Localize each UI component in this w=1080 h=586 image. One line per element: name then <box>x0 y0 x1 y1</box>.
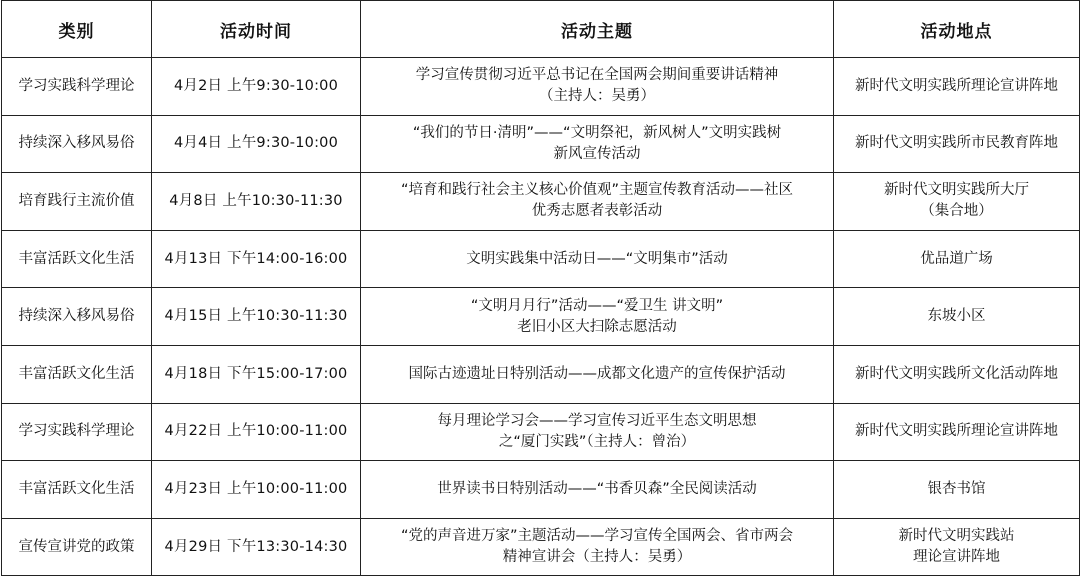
cell-location <box>834 403 1080 461</box>
cell-theme <box>361 518 834 576</box>
location-line: 新时代文明实践所理论宣讲阵地 <box>855 423 1058 440</box>
cell-category: 培育践行主流价值 <box>2 173 152 231</box>
cell-category: 宣传宣讲党的政策 <box>2 518 152 576</box>
theme-line: 学习宣传贯彻习近平总书记在全国两会期间重要讲话精神 <box>415 67 779 84</box>
table-row <box>2 115 1080 173</box>
cell-location <box>834 345 1080 403</box>
table-row <box>2 288 1080 346</box>
theme-line: 精神宣讲会（主持人：吴勇） <box>502 549 692 566</box>
cell-theme <box>361 345 834 403</box>
theme-line: 新风宣传活动 <box>553 145 641 162</box>
header-category: 类别 <box>2 1 152 58</box>
cell-location <box>834 58 1080 116</box>
theme-line: 每月理论学习会——学习宣传习近平生态文明思想 <box>437 412 757 429</box>
header-location: 活动地点 <box>834 1 1080 58</box>
location-line: 优品道广场 <box>920 250 993 267</box>
location-line: 新时代文明实践所理论宣讲阵地 <box>855 77 1058 94</box>
cell-location <box>834 288 1080 346</box>
cell-theme <box>361 173 834 231</box>
location-line: 东坡小区 <box>927 308 986 325</box>
theme-line: （主持人：吴勇） <box>539 88 655 105</box>
theme-line: “我们的节日·清明”——“文明祭祀，新风树人”文明实践树 <box>412 124 782 141</box>
table-row <box>2 345 1080 403</box>
theme-line: 世界读书日特别活动——“书香贝森”全民阅读活动 <box>437 480 757 497</box>
cell-time: 4月22日 上午10:00-11:00 <box>152 403 361 461</box>
cell-theme <box>361 288 834 346</box>
location-line: 新时代文明实践所文化活动阵地 <box>855 365 1058 382</box>
location-line: 新时代文明实践站 <box>898 528 1015 545</box>
theme-line: 之“厦门实践”（主持人：曾治） <box>498 433 696 450</box>
cell-time: 4月13日 下午14:00-16:00 <box>152 230 361 288</box>
cell-category: 持续深入移风易俗 <box>2 288 152 346</box>
table-row <box>2 58 1080 116</box>
theme-line: “文明月月行”活动——“爱卫生 讲文明” <box>470 297 724 314</box>
table-body <box>2 58 1080 576</box>
table-row <box>2 461 1080 519</box>
location-line: 新时代文明实践所市民教育阵地 <box>855 135 1058 152</box>
cell-time: 4月29日 下午13:30-14:30 <box>152 518 361 576</box>
theme-line: 国际古迹遗址日特别活动——成都文化遗产的宣传保护活动 <box>408 365 786 382</box>
cell-location <box>834 518 1080 576</box>
theme-line: 老旧小区大扫除志愿活动 <box>517 318 677 335</box>
cell-category: 丰富活跃文化生活 <box>2 461 152 519</box>
cell-category: 学习实践科学理论 <box>2 403 152 461</box>
cell-time: 4月18日 下午15:00-17:00 <box>152 345 361 403</box>
cell-location <box>834 230 1080 288</box>
header-time: 活动时间 <box>152 1 361 58</box>
cell-category: 持续深入移风易俗 <box>2 115 152 173</box>
cell-location <box>834 173 1080 231</box>
cell-theme <box>361 115 834 173</box>
theme-line: “党的声音进万家”主题活动——学习宣传全国两会、省市两会 <box>400 528 794 545</box>
cell-category: 丰富活跃文化生活 <box>2 345 152 403</box>
cell-theme <box>361 58 834 116</box>
header-theme: 活动主题 <box>361 1 834 58</box>
table-row <box>2 403 1080 461</box>
cell-location <box>834 115 1080 173</box>
cell-time: 4月4日 上午9:30-10:00 <box>152 115 361 173</box>
location-line: 新时代文明实践所大厅 <box>884 182 1029 199</box>
theme-line: 优秀志愿者表彰活动 <box>531 203 663 220</box>
table-row <box>2 173 1080 231</box>
table-row <box>2 230 1080 288</box>
cell-theme <box>361 230 834 288</box>
cell-time: 4月8日 上午10:30-11:30 <box>152 173 361 231</box>
activity-schedule-table <box>1 0 1080 576</box>
table-row <box>2 518 1080 576</box>
theme-line: 文明实践集中活动日——“文明集市”活动 <box>466 250 728 267</box>
cell-time: 4月2日 上午9:30-10:00 <box>152 58 361 116</box>
cell-theme <box>361 403 834 461</box>
cell-category: 学习实践科学理论 <box>2 58 152 116</box>
cell-location <box>834 461 1080 519</box>
cell-time: 4月23日 上午10:00-11:00 <box>152 461 361 519</box>
cell-category: 丰富活跃文化生活 <box>2 230 152 288</box>
location-line: （集合地） <box>920 203 993 220</box>
cell-time: 4月15日 上午10:30-11:30 <box>152 288 361 346</box>
location-line: 理论宣讲阵地 <box>913 549 1000 566</box>
table-header-row <box>2 1 1080 58</box>
theme-line: “培育和践行社会主义核心价值观”主题宣传教育活动——社区 <box>400 182 794 199</box>
cell-theme <box>361 461 834 519</box>
location-line: 银杏书馆 <box>927 480 986 497</box>
